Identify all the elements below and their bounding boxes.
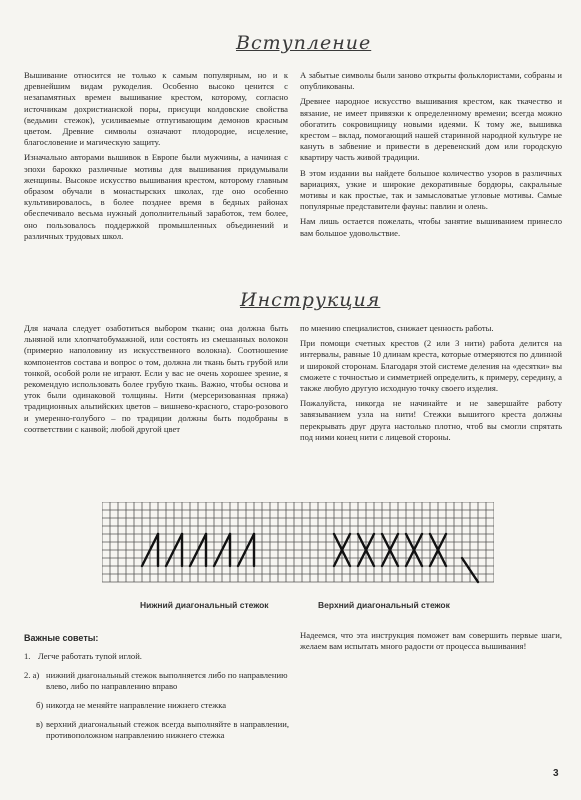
tip-2c-number: в) [36,719,43,729]
tip-2b [36,700,289,711]
intro-left-column [24,70,288,246]
tip-1-number: 1. [24,651,31,661]
intro-right-column [300,70,562,243]
stitch-grid-svg [102,502,494,588]
intro-left-paragraph-2: Изначально авторами вышивок в Европе были мужчины, а начиная с эпохи барокко различные мотивы для вышивания придумывали женщины. Высокое искусство вышивания крестом, которому главным образом обучали в монастырских школах, где оно особенно культивировалось, в более позднее время в бедных районах обеспечивало весьма нужный дополнительный заработок, тем более, оно пользовалось поддержкой промышленных объединений и различных трудовых школ. [24,152,288,241]
tip-2c-text: верхний диагональный стежок всегда выполняйте в направлении, противоположном направлению нижнего стежка [46,719,289,741]
instruction-right-paragraph-3: Пожалуйста, никогда не начинайте и не завершайте работу завязыванием узла на нити! Стежки вышитого креста должны перекрывать друг друга настолько плотно, чтоб вы смогли спрятать под ними конец нити с лицевой стороны. [300,398,562,442]
instruction-heading: Инструкция [240,289,381,311]
intro-right-paragraph-4: Нам лишь остается пожелать, чтобы занятие вышиванием принесло вам большое удовольствие. [300,216,562,238]
tip-2b-number: б) [36,700,44,710]
lower-stitch-caption: Нижний диагональный стежок [140,600,269,610]
page-number: 3 [553,768,559,779]
upper-stitch-caption: Верхний диагональный стежок [318,600,450,610]
instruction-right-column [300,323,562,447]
tip-1 [24,651,289,662]
closing-paragraph: Надеемся, что эта инструкция поможет вам совершить первые шаги, желаем вам испытать много радости от процесса вышивания! [300,630,562,652]
tip-2a-number: 2. а) [24,670,40,680]
instruction-right-paragraph-1: по мнению специалистов, снижает ценность работы. [300,323,494,333]
instruction-left-column [24,323,288,439]
intro-right-paragraph-2: Древнее народное искусство вышивания крестом, как ткачество и вязание, не имеет привязки к определенному времени; всегда можно обогатить сокровищницу новыми идеями. К тому же, вышивка крестом – вклад, помогающий нашей старинной народной культуре не кануть в забвение и привести в деревенский дом или городскую квартиру часть живой традиции. [300,96,562,163]
tips-title: Важные советы: [24,633,99,643]
tip-1-text: Легче работать тупой иглой. [38,651,142,661]
tip-2a [24,670,289,692]
tip-2b-text: никогда не меняйте направление нижнего стежка [46,700,227,710]
intro-left-paragraph-1: Вышивание относится не только к самым популярным, но и к древнейшим видам рукоделия. Особенно высоко ценится с незапамятных времен вышивание крестом, которому, согласно источникам дохристианской поры, присущи колдовские свойства (ведьмин стежок), усиливаемые отпугивающим демонов красным цветом. Древние символы означают плодородие, исцеление, благословение и магическую защиту. [24,70,288,148]
instruction-right-paragraph-2: При помощи счетных крестов (2 или 3 нити) работа делится на интервалы, равные 10 длинам креста, которые отмеряются по длинной и широкой сторонам. Благодаря этой системе деления на «десятки» вы сможете с точностью и симметрией определить, к примеру, середину, а также любую другую исходную точку своего изделия. [300,338,562,394]
tip-2a-text: нижний диагональный стежок выполняется либо по направлению влево, либо по направлению вправо [46,670,288,692]
instruction-left-paragraph-1: Для начала следует озаботиться выбором ткани; она должна быть льняной или хлопчатобумажной, или состоять из смешанных волокон (примерно наполовину из искусственного волокна). Соотношение компонентов состава и вопрос о том, должна ли ткань быть грубой или тонкой, особой роли не играют. Если у вас не очень хорошее зрение, я рекомендую использовать более грубую ткань. Важно, чтобы основа и уток были одинаковой толщины. Нити (мерсеризованная пряжа) традиционных альпийских цветов – вишнево-красного, старо-розового и умеренно-голубого – по традиции должны быть подобраны в соответствии с канвой; любой другой цвет [24,323,288,434]
intro-right-paragraph-3: В этом издании вы найдете большое количество узоров в различных вариациях, узкие и широкие декоративные бордюры, сакральные мотивы и как простые, так и замысловатые угловые мотивы. Самые популярные представители фауны: павлин и олень. [300,167,562,212]
intro-right-paragraph-1: А забытые символы были заново открыты фольклористами, собраны и опубликованы. [300,70,562,92]
intro-heading: Вступление [236,32,372,54]
stitch-diagram [102,502,494,588]
tip-2c [36,719,289,741]
